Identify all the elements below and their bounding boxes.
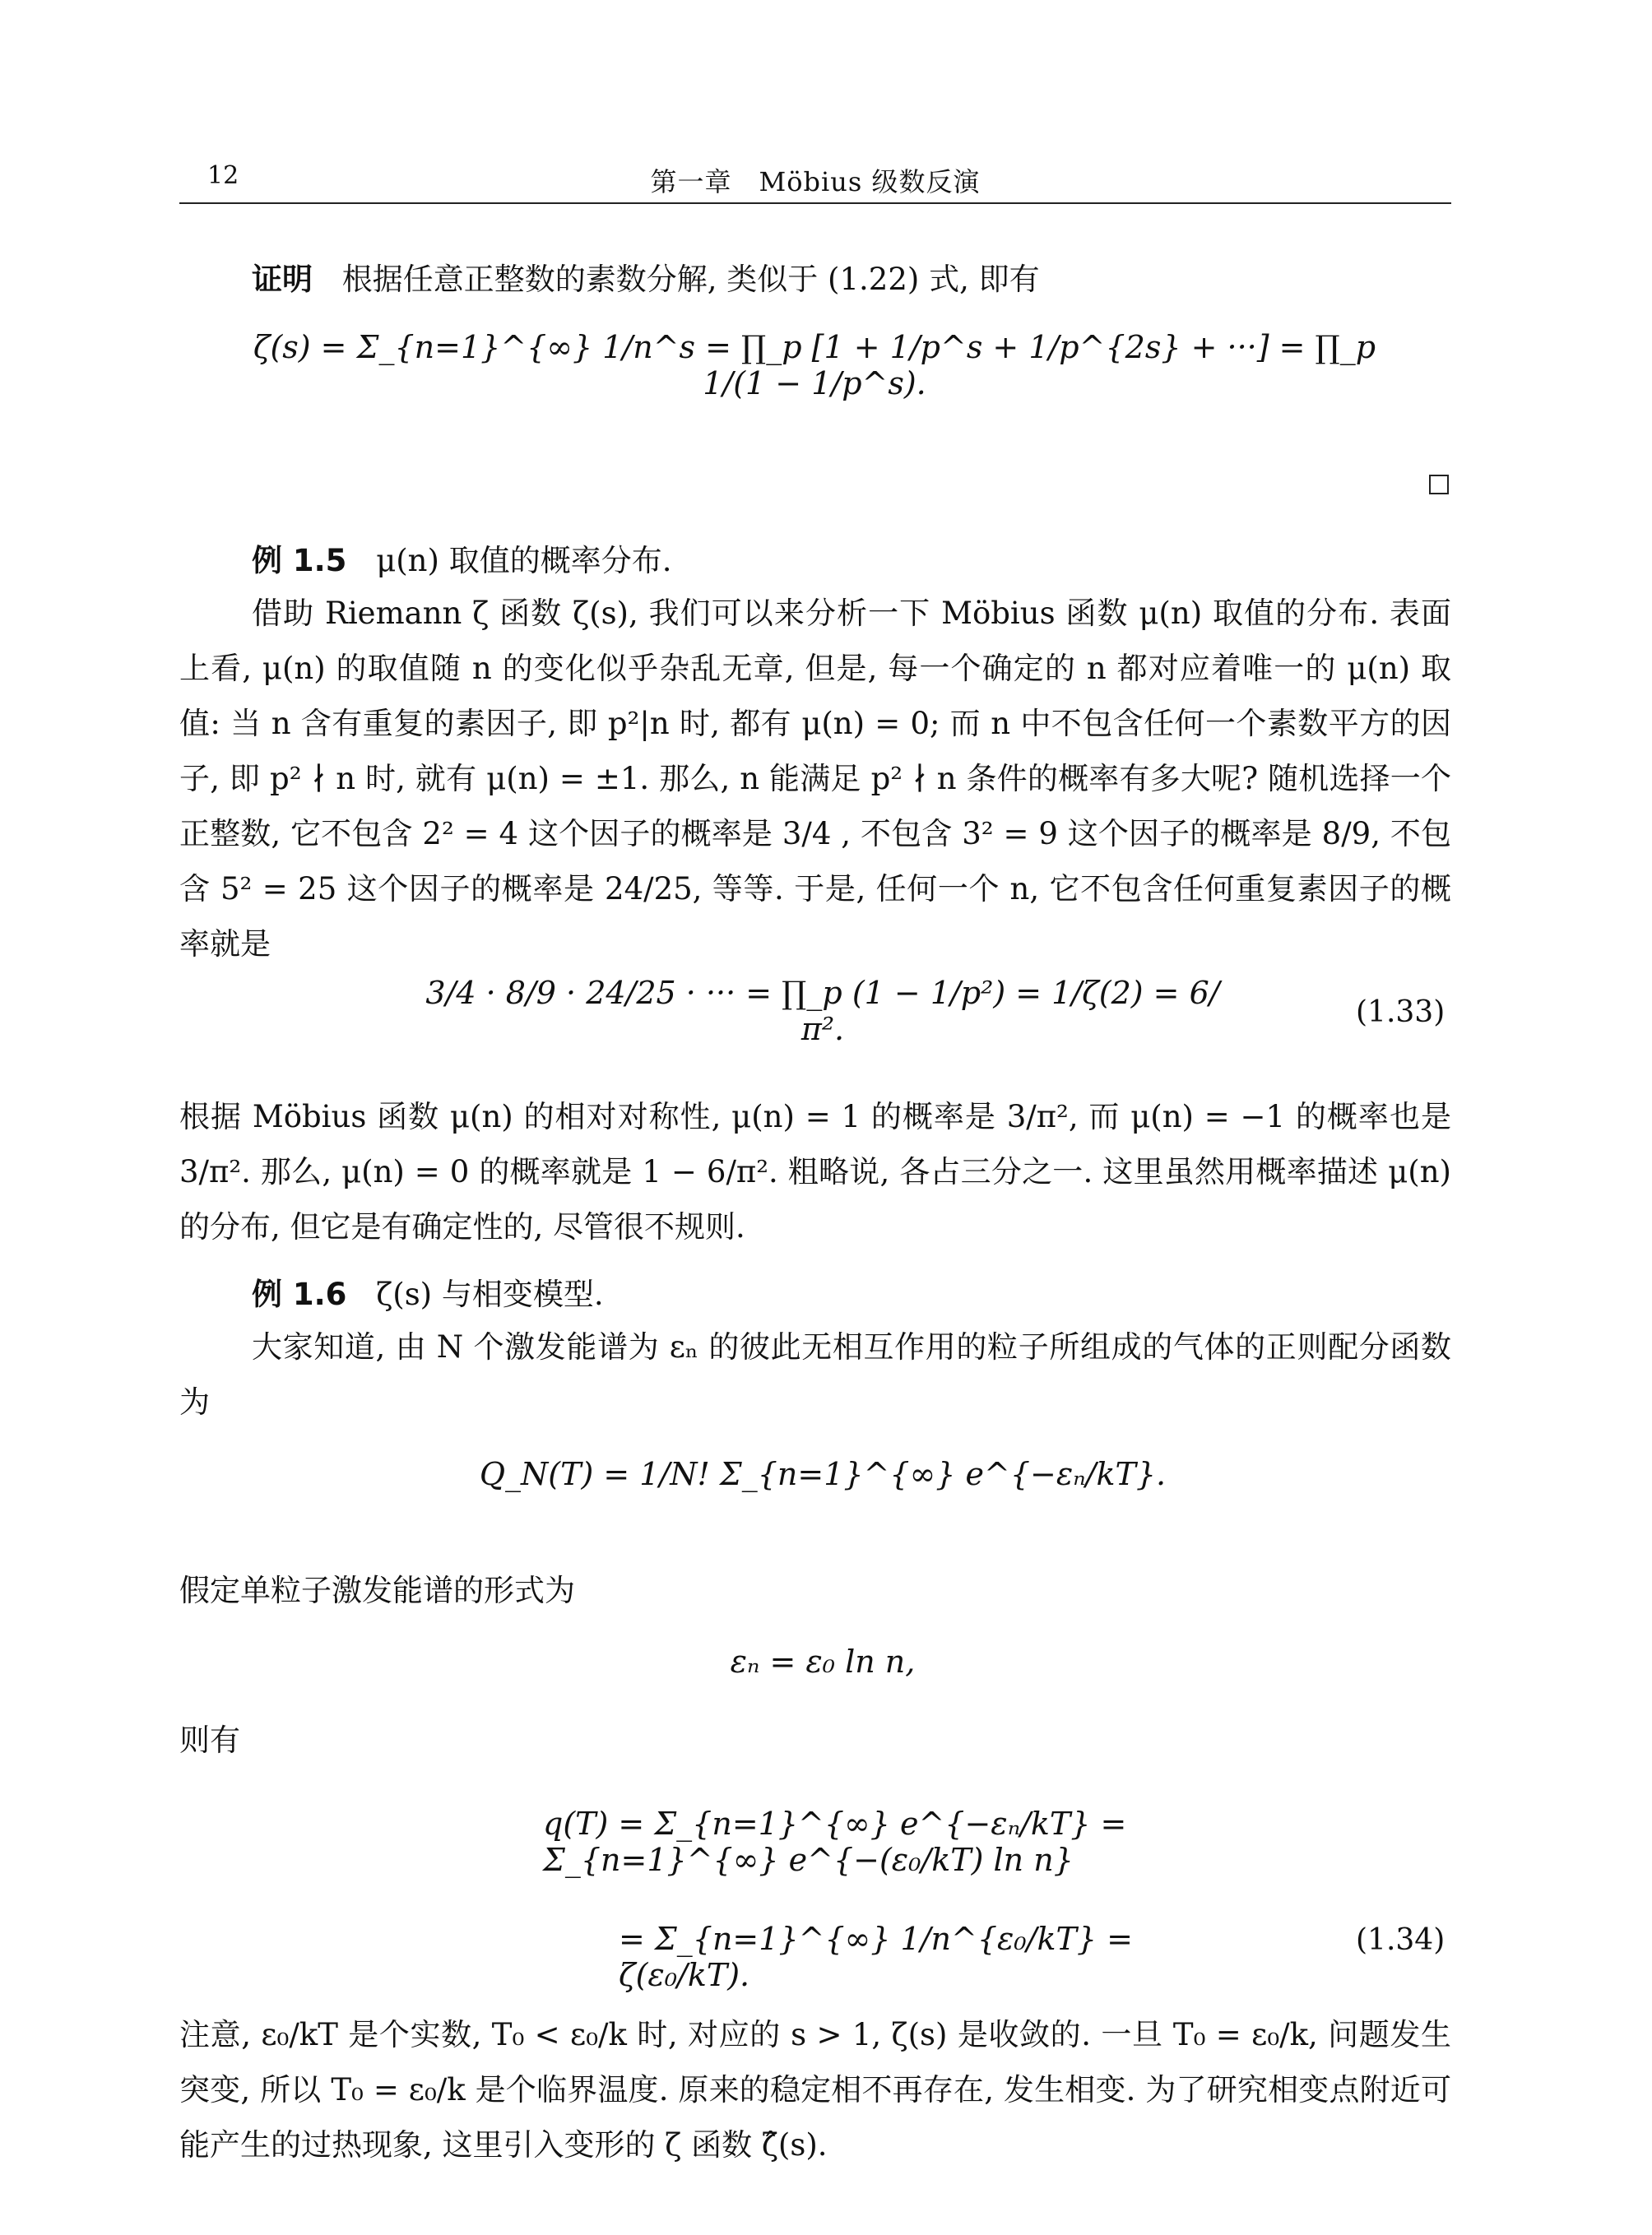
example-1-5-paragraph-1: 借助 Riemann ζ 函数 ζ(s), 我们可以来分析一下 Möbius 函数 μ(n) 取值的分布. 表面上看, μ(n) 的取值随 n 的变化似乎杂乱无章, 但是, 每一个确定的 n 都对应着唯一的 μ(n) 取值: 当 n 含有重复的素因子, 即 p²|n 时, 都有 μ(n) = 0; 而 n 中不包含任何一个素数平方的因子, 即 p² ∤ n 时, 就有 μ(n) = ±1. 那么, n 能满足 p² ∤ n 条件的概率有多大呢? 随机选择一个正整数, 它不包含 2² = 4 这个因子的概率是 3/4 , 不包含 3² = 9 这个因子的概率是 8/9, 不包含 5² = 25 这个因子的概率是 24/25, 等等. 于是, 任何一个 n, 它不包含任何重复素因子的概率就是 [179,596,1451,962]
proof-paragraph [179,252,1451,307]
example-1-6-title: ζ(s) 与相变模型. [376,1277,604,1312]
example-1-6-heading [179,1267,1451,1322]
example-1-6-paragraph-2: 假定单粒子激发能谱的形式为 [179,1573,575,1608]
chapter-title: 第一章 Möbius 级数反演 [650,166,981,197]
q-equation-line-1: q(T) = Σ_{n=1}^{∞} e^{−εₙ/kT} = Σ_{n=1}^{∞} e^{−(ε₀/kT) ln n} [543,1806,1127,1878]
running-header [179,161,1451,197]
example-1-5-title: μ(n) 取值的概率分布. [376,543,672,578]
example-1-6-paragraph-3: 则有 [179,1723,240,1758]
example-1-5-label: 例 1.5 [252,543,347,578]
partition-function-equation: Q_N(T) = 1/N! Σ_{n=1}^{∞} e^{−εₙ/kT}. [479,1456,1167,1492]
qed-square-icon [1429,475,1449,494]
example-1-5-paragraph-2: 根据 Möbius 函数 μ(n) 的相对对称性, μ(n) = 1 的概率是 3/π², 而 μ(n) = −1 的概率也是 3/π². 那么, μ(n) = 0 的概率就是 1 − 6/π². 粗略说, 各占三分之一. 这里虽然用概率描述 μ(n) 的分布, 但它是有确定性的, 尽管很不规则. [179,1099,1451,1245]
example-1-6-label: 例 1.6 [252,1277,347,1312]
example-1-6-paragraph-4: 注意, ε₀/kT 是个实数, T₀ < ε₀/k 时, 对应的 s > 1, ζ(s) 是收敛的. 一旦 T₀ = ε₀/k, 问题发生突变, 所以 T₀ = ε₀/k 是个临界温度. 原来的稳定相不再存在, 发生相变. 为了研究相变点附近可能产生的过热现象, 这里引入变形的 ζ 函数 ζ̂(s). [179,2017,1451,2163]
example-1-5-heading [179,533,1451,588]
equation-1-33: 3/4 · 8/9 · 24/25 · ··· = ∏_p (1 − 1/p²) = 1/ζ(2) = 6/π². [425,975,1220,1047]
equation-number-1-34: (1.34) [1356,1923,1446,1957]
proof-text: 根据任意正整数的素数分解, 类似于 (1.22) 式, 即有 [341,262,1040,297]
example-1-6-paragraph-1: 大家知道, 由 N 个激发能谱为 εₙ 的彼此无相互作用的粒子所组成的气体的正则配分函数为 [179,1329,1451,1420]
page-number: 12 [207,161,239,190]
header-rule [179,202,1451,204]
proof-label: 证明 [252,262,313,297]
proof-equation: ζ(s) = Σ_{n=1}^{∞} 1/n^s = ∏_p [1 + 1/p^s + 1/p^{2s} + ···] = ∏_p 1/(1 − 1/p^s). [253,329,1376,401]
equation-number-1-33: (1.33) [1356,995,1446,1029]
q-equation-line-2: = Σ_{n=1}^{∞} 1/n^{ε₀/kT} = ζ(ε₀/kT). [619,1921,1133,1993]
energy-spectrum-equation: εₙ = ε₀ ln n, [730,1644,916,1680]
